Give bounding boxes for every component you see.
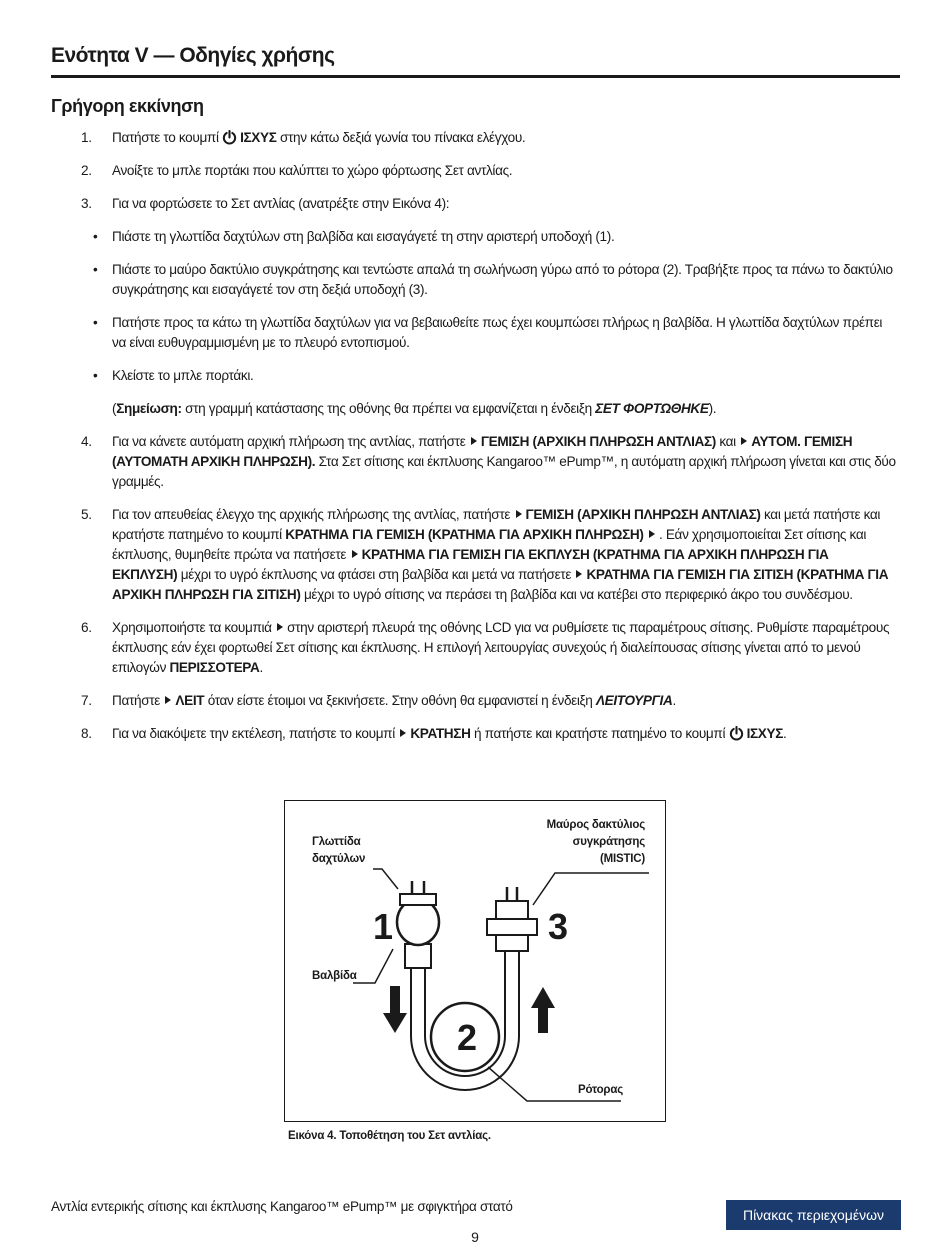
step-text: Για τον απευθείας έλεγχο της αρχικής πλήρωσης της αντλίας, πατήστε bbox=[112, 507, 511, 522]
power-icon bbox=[222, 130, 237, 145]
step-3 bbox=[51, 194, 896, 214]
step-4 bbox=[51, 432, 896, 492]
step-5 bbox=[51, 505, 896, 605]
step-6 bbox=[51, 618, 896, 678]
bullet-text: Πατήστε προς τα κάτω τη γλωττίδα δαχτύλων για να βεβαιωθείτε πως έχει κουμπώσει πλήρως η βαλβίδα. Η γλωττίδα δαχτύλων πρέπει να είναι ευθυγραμμισμένη με το πλευρό εντοπισμού. bbox=[112, 315, 883, 350]
retaining-ring-label bbox=[547, 817, 645, 868]
step-text: στην κάτω δεξιά γωνία του πίνακα ελέγχου. bbox=[279, 130, 526, 145]
step-number: 2. bbox=[81, 163, 92, 178]
bullet-item bbox=[51, 313, 896, 353]
key-label: ΚΡΑΤΗΜΑ ΓΙΑ ΓΕΜΙΣΗ ΓΙΑ ΕΚΠΛΥΣΗ (ΚΡΑΤΗΜΑ ΓΙΑ ΑΡΧΙΚΗ ΠΛΗΡΩΣΗ ΓΙΑ ΕΚΠΛΥΣΗ) bbox=[112, 547, 829, 582]
step-text: όταν είστε έτοιμοι να ξεκινήσετε. Στην οθόνη θα εμφανιστεί η ένδειξη bbox=[207, 693, 593, 708]
note-paren: ( bbox=[112, 401, 117, 416]
step-2 bbox=[51, 161, 896, 181]
step-text: . Εάν χρησιμοποιείται Σετ σίτισης και έκπλυσης, θυμηθείτε πρώτα να πατήσετε bbox=[112, 527, 867, 562]
label-line: Μαύρος δακτύλιος bbox=[546, 819, 645, 831]
step-text: μέχρι το υγρό σίτισης να περάσει τη βαλβίδα και να κατέβει στο περιφερικό άκρο του συνδέσμου. bbox=[303, 587, 853, 602]
step-text: Πατήστε bbox=[112, 693, 160, 708]
note-text: στη γραμμή κατάστασης της οθόνης θα πρέπει να εμφανίζεται η ένδειξη bbox=[185, 401, 592, 416]
label-line: Γλωττίδα bbox=[312, 836, 361, 848]
bullet-item bbox=[51, 260, 896, 300]
step-text: Χρησιμοποιήστε τα κουμπιά bbox=[112, 620, 272, 635]
note bbox=[51, 399, 896, 419]
power-button-label: ΙΣΧΥΣ bbox=[240, 130, 277, 145]
bullet-text: Κλείστε το μπλε πορτάκι. bbox=[112, 368, 254, 383]
table-of-contents-button[interactable]: Πίνακας περιεχομένων bbox=[726, 1200, 901, 1230]
step-text: και bbox=[719, 434, 736, 449]
instruction-list bbox=[51, 128, 896, 757]
rotor-number-2: 2 bbox=[457, 1017, 478, 1058]
bullet-glyph: • bbox=[93, 368, 98, 383]
bullet-glyph: • bbox=[93, 262, 98, 277]
step-text: Πατήστε το κουμπί bbox=[112, 130, 219, 145]
step-number: 5. bbox=[81, 507, 92, 522]
figure-caption: Εικόνα 4. Τοποθέτηση του Σετ αντλίας. bbox=[288, 1130, 491, 1142]
key-label: ΚΡΑΤΗΜΑ ΓΙΑ ΓΕΜΙΣΗ (ΚΡΑΤΗΜΑ ΓΙΑ ΑΡΧΙΚΗ ΠΛΗΡΩΣΗ) bbox=[285, 527, 644, 542]
step-text: . bbox=[259, 660, 263, 675]
play-triangle-icon bbox=[649, 530, 655, 538]
bullet-item bbox=[51, 227, 896, 247]
pump-set-figure bbox=[284, 800, 666, 1122]
footer-title: Αντλία εντερικής σίτισης και έκπλυσης Kangaroo™ ePump™ με σφιγκτήρα στατό bbox=[51, 1199, 513, 1214]
play-triangle-icon bbox=[741, 437, 747, 445]
section-title: Ενότητα V — Οδηγίες χρήσης bbox=[51, 44, 335, 67]
step-text: Για να φορτώσετε το Σετ αντλίας (ανατρέξτε στην Εικόνα 4): bbox=[112, 196, 450, 211]
step-1 bbox=[51, 128, 896, 148]
step-number: 6. bbox=[81, 620, 92, 635]
step-text: Για να διακόψετε την εκτέλεση, πατήστε το κουμπί bbox=[112, 726, 395, 741]
power-icon bbox=[729, 726, 744, 741]
step-text: . bbox=[783, 726, 787, 741]
note-paren: ). bbox=[708, 401, 717, 416]
key-label: ΓΕΜΙΣΗ (ΑΡΧΙΚΗ ΠΛΗΡΩΣΗ ΑΝΤΛΙΑΣ) bbox=[480, 434, 716, 449]
bullet-glyph: • bbox=[93, 315, 98, 330]
step-text: ή πατήστε και κρατήστε πατημένο το κουμπί bbox=[473, 726, 726, 741]
bullet-text: Πιάστε το μαύρο δακτύλιο συγκράτησης και τεντώστε απαλά τη σωλήνωση γύρω από το ρότορα (2). Τραβήξτε προς τα πάνω το δακτύλιο συγκράτησης και εισαγάγετέ τον στη δεξιά υποδοχή (3). bbox=[112, 262, 893, 297]
label-line: (MISTIC) bbox=[599, 853, 645, 865]
play-triangle-icon bbox=[277, 623, 283, 631]
step-text: μέχρι το υγρό έκπλυσης να φτάσει στη βαλβίδα και μετά να πατήσετε bbox=[180, 567, 572, 582]
play-triangle-icon bbox=[165, 696, 171, 704]
quick-start-heading: Γρήγορη εκκίνηση bbox=[51, 96, 204, 116]
status-indicator: ΣΕΤ ΦΟΡΤΩΘΗΚΕ bbox=[595, 401, 709, 416]
page-number: 9 bbox=[471, 1229, 479, 1245]
bullet-item bbox=[51, 366, 896, 386]
step-number: 8. bbox=[81, 726, 92, 741]
step-number: 1. bbox=[81, 130, 92, 145]
rotor-label: Ρότορας bbox=[578, 1084, 623, 1096]
status-indicator: ΛΕΙΤΟΥΡΓΙΑ bbox=[595, 693, 673, 708]
step-text: και μετά πατήστε και κρατήστε πατημένο το κουμπί bbox=[112, 507, 881, 542]
label-line: δαχτύλων bbox=[312, 853, 366, 865]
step-number: 7. bbox=[81, 693, 92, 708]
step-8 bbox=[51, 724, 896, 744]
step-number: 4. bbox=[81, 434, 92, 449]
play-triangle-icon bbox=[516, 510, 522, 518]
slot-number-1: 1 bbox=[373, 906, 394, 947]
note-label: Σημείωση: bbox=[116, 401, 182, 416]
step-text: . bbox=[672, 693, 676, 708]
key-label: ΛΕΙΤ bbox=[175, 693, 205, 708]
key-label: ΓΕΜΙΣΗ (ΑΡΧΙΚΗ ΠΛΗΡΩΣΗ ΑΝΤΛΙΑΣ) bbox=[525, 507, 761, 522]
play-triangle-icon bbox=[576, 570, 582, 578]
step-text: Στα Σετ σίτισης και έκπλυσης Kangaroo™ ePump™, η αυτόματη αρχική πλήρωση γίνεται και στις δύο γραμμές. bbox=[112, 454, 896, 489]
step-text: Ανοίξτε το μπλε πορτάκι που καλύπτει το χώρο φόρτωσης Σετ αντλίας. bbox=[112, 163, 513, 178]
bullet-text: Πιάστε τη γλωττίδα δαχτύλων στη βαλβίδα και εισαγάγετέ τη στην αριστερή υποδοχή (1). bbox=[112, 229, 615, 244]
key-label: ΚΡΑΤΗΣΗ bbox=[410, 726, 471, 741]
play-triangle-icon bbox=[471, 437, 477, 445]
key-label: ΠΕΡΙΣΣΟΤΕΡΑ bbox=[169, 660, 260, 675]
power-button-label: ΙΣΧΥΣ bbox=[746, 726, 784, 741]
title-divider bbox=[51, 75, 900, 78]
step-number: 3. bbox=[81, 196, 92, 211]
key-label: ΚΡΑΤΗΜΑ ΓΙΑ ΓΕΜΙΣΗ ΓΙΑ ΣΙΤΙΣΗ (ΚΡΑΤΗΜΑ ΓΙΑ ΑΡΧΙΚΗ ΠΛΗΡΩΣΗ ΓΙΑ ΣΙΤΙΣΗ) bbox=[112, 567, 889, 602]
label-line: συγκράτησης bbox=[572, 836, 645, 848]
valve-label: Βαλβίδα bbox=[312, 970, 357, 982]
play-triangle-icon bbox=[400, 729, 406, 737]
step-text: Για να κάνετε αυτόματη αρχική πλήρωση της αντλίας, πατήστε bbox=[112, 434, 466, 449]
bullet-glyph: • bbox=[93, 229, 98, 244]
key-label: ΑΥΤΟΜ. ΓΕΜΙΣΗ (ΑΥΤΟΜΑΤΗ ΑΡΧΙΚΗ ΠΛΗΡΩΣΗ). bbox=[112, 434, 853, 469]
slot-number-3: 3 bbox=[548, 906, 569, 947]
step-7 bbox=[51, 691, 896, 711]
finger-tab-label bbox=[312, 834, 365, 868]
step-text: στην αριστερή πλευρά της οθόνης LCD για να ρυθμίσετε τις παραμέτρους σίτισης. Ρυθμίστε παραμέτρους έκπλυσης εάν έχει φορτωθεί Σετ σίτισης και έκπλυσης. Η επιλογή λειτουργίας συνεχούς ή διαλείπουσας σίτισης γίνεται από το μενού επιλογών bbox=[112, 620, 890, 675]
play-triangle-icon bbox=[352, 550, 358, 558]
